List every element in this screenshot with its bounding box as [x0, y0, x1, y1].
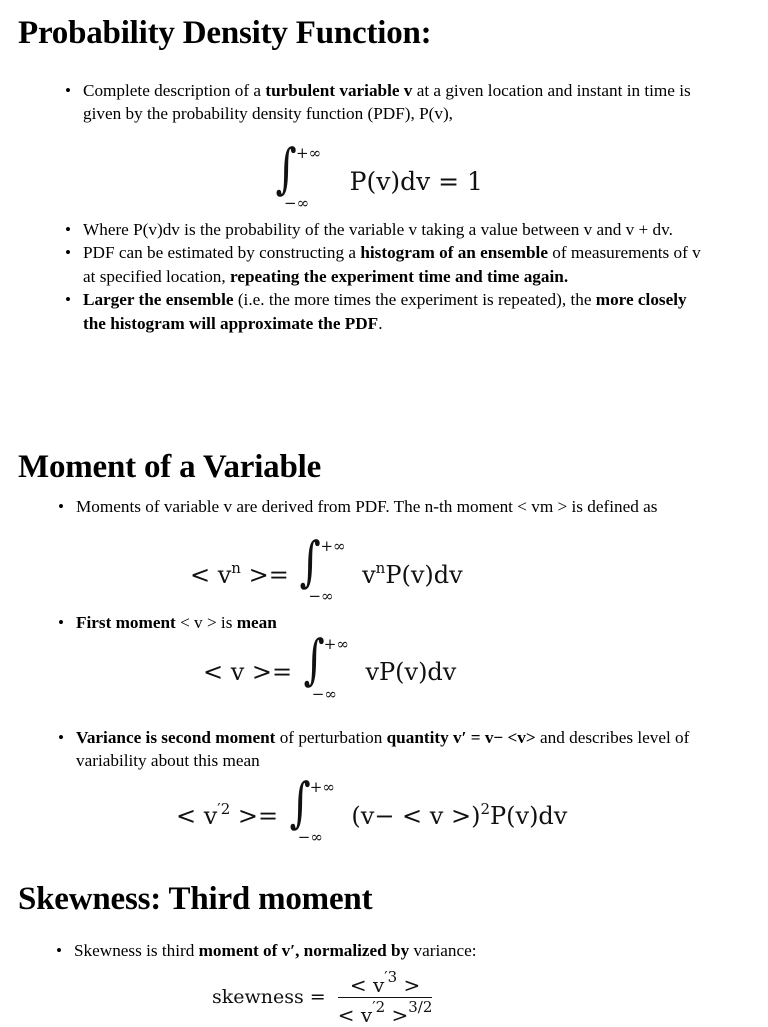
variance-equation: < $v^{'2}$ >= ∫ +∞ −∞ (v− < v >)$^2$P(v)dv [176, 771, 568, 846]
moment-bullet-2: • First moment < v > is mean [76, 611, 696, 634]
section-title-pdf: Probability Density Function: [18, 15, 432, 51]
mean-equation: < v >= ∫ +∞ −∞ vP(v)dv [203, 628, 457, 703]
integral-sign: ∫ +∞ −∞ [299, 530, 346, 605]
pdf-bullet-4: • Larger the ensemble (i.e. the more times the experiment is repeated), the more closely the histogram will approximate the PDF. [83, 288, 703, 335]
pdf-bullet-3: • PDF can be estimated by constructing a histogram of an ensemble of measurements of v at specified location, repeating the experiment time and time again. [83, 241, 703, 288]
skew-bullet-list [74, 939, 694, 962]
nth-moment-equation: < $v^n$ >= ∫ +∞ −∞ $v^nP(v)dv$ [190, 530, 463, 605]
pdf-normalization-equation: ∫ +∞ −∞ P(v)dv = 1 [275, 137, 483, 212]
skew-bullet-1: • Skewness is third moment of v′, normalized by variance: [74, 939, 694, 962]
pdf-bullet-1: • Complete description of a turbulent variable v at a given location and instant in time is given by the probability density function (PDF), P(v), [83, 79, 703, 126]
moment-bullet-3: • Variance is second moment of perturbation quantity v′ = v− <v> and describes level of variability about this mean [76, 726, 696, 773]
skewness-fraction: $\frac{< v^{'3} >}{< v^{'2} >^{3/2}}$ [337, 968, 433, 1027]
section-title-moment: Moment of a Variable [18, 449, 322, 485]
moment-bullet-1-list [76, 495, 696, 518]
pdf-bullet-2: • Where P(v)dv is the probability of the variable v taking a value between v and v + dv. [83, 218, 703, 241]
moment-bullet-2-list [76, 611, 696, 634]
moment-bullet-3-list [76, 726, 696, 773]
integral-sign: ∫ +∞ −∞ [275, 137, 322, 212]
integral-sign: ∫ +∞ −∞ [289, 771, 335, 846]
section-title-skewness: Skewness: Third moment [18, 881, 373, 917]
pdf-bullets-bottom [83, 218, 703, 335]
moment-bullet-1: • Moments of variable v are derived from PDF. The n-th moment < vm > is defined as [76, 495, 696, 518]
pdf-bullets-top [83, 79, 703, 126]
skewness-equation: skewness = $\frac{< v^{'3} >}{< v^{'2} >^{3/2}}$ [212, 968, 433, 1027]
integral-sign: ∫ +∞ −∞ [303, 628, 349, 703]
